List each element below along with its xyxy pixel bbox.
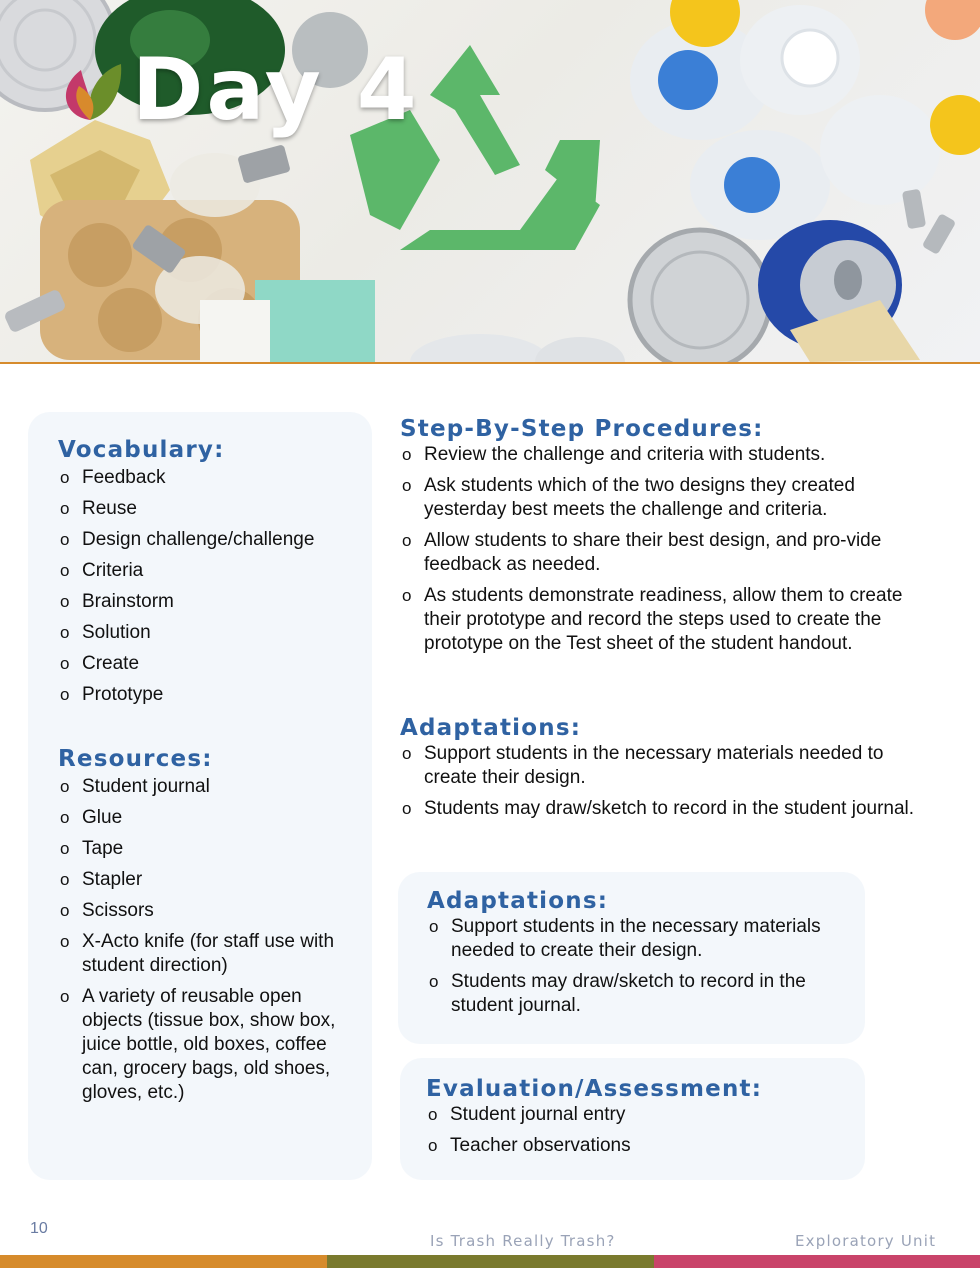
unit-title: Is Trash Really Trash?	[430, 1232, 616, 1250]
procedures-list	[400, 443, 925, 656]
resources-section	[58, 746, 348, 1105]
procedures-heading: Step-By-Step Procedures:	[400, 416, 764, 442]
list-item: o Prototype	[58, 683, 358, 707]
resources-heading: Resources:	[58, 746, 213, 772]
adaptations-list	[400, 742, 925, 821]
list-item: o Review the challenge and criteria with students.	[400, 443, 925, 467]
list-item: o Allow students to share their best design, and pro-vide feedback as needed.	[400, 529, 925, 577]
list-item: o Tape	[58, 837, 348, 861]
vocabulary-section	[58, 437, 358, 707]
resources-list	[58, 775, 348, 1105]
adaptations-heading: Adaptations:	[400, 715, 582, 741]
list-item: o Ask students which of the two designs they created yesterday best meets the challenge and criteria.	[400, 474, 925, 522]
page-title: Day 4	[132, 40, 420, 140]
list-item: o Stapler	[58, 868, 348, 892]
page-number: 10	[30, 1220, 48, 1237]
list-item: o Solution	[58, 621, 358, 645]
banner-divider	[0, 362, 980, 364]
list-item: o Create	[58, 652, 358, 676]
procedures-section	[400, 416, 925, 656]
list-item: o Support students in the necessary materials needed to create their design.	[427, 915, 837, 963]
adaptations-section	[400, 715, 925, 821]
list-item: o X-Acto knife (for staff use with student direction)	[58, 930, 348, 978]
list-item: o Teacher observations	[426, 1134, 846, 1158]
footer-bar-pink	[654, 1255, 980, 1268]
unit-type: Exploratory Unit	[795, 1232, 937, 1250]
list-item: o Feedback	[58, 466, 358, 490]
list-item: o Criteria	[58, 559, 358, 583]
list-item: o Reuse	[58, 497, 358, 521]
list-item: o Support students in the necessary materials needed to create their design.	[400, 742, 925, 790]
list-item: o Design challenge/challenge	[58, 528, 358, 552]
list-item: o Students may draw/sketch to record in the student journal.	[427, 970, 837, 1018]
adaptations-box-heading: Adaptations:	[427, 888, 609, 914]
vocabulary-heading: Vocabulary:	[58, 437, 225, 463]
vocabulary-list	[58, 466, 358, 707]
header-banner-image	[0, 0, 980, 362]
list-item: o A variety of reusable open objects (tissue box, show box, juice bottle, old boxes, coffee can, grocery bags, old shoes, gloves, etc.)	[58, 985, 348, 1105]
evaluation-section	[426, 1076, 846, 1158]
footer-bar-olive	[327, 1255, 654, 1268]
list-item: o Glue	[58, 806, 348, 830]
list-item: o As students demonstrate readiness, allow them to create their prototype and record the steps used to create the prototype on the Test sheet of the student handout.	[400, 584, 925, 656]
list-item: o Scissors	[58, 899, 348, 923]
list-item: o Student journal	[58, 775, 348, 799]
footer-bar-orange	[0, 1255, 327, 1268]
evaluation-list	[426, 1103, 846, 1158]
leaf-logo-icon	[55, 58, 125, 128]
list-item: o Brainstorm	[58, 590, 358, 614]
evaluation-heading: Evaluation/Assessment:	[426, 1076, 763, 1102]
adaptations-box-section	[427, 888, 837, 1018]
list-item: o Student journal entry	[426, 1103, 846, 1127]
list-item: o Students may draw/sketch to record in the student journal.	[400, 797, 925, 821]
adaptations-box-list	[427, 915, 837, 1018]
